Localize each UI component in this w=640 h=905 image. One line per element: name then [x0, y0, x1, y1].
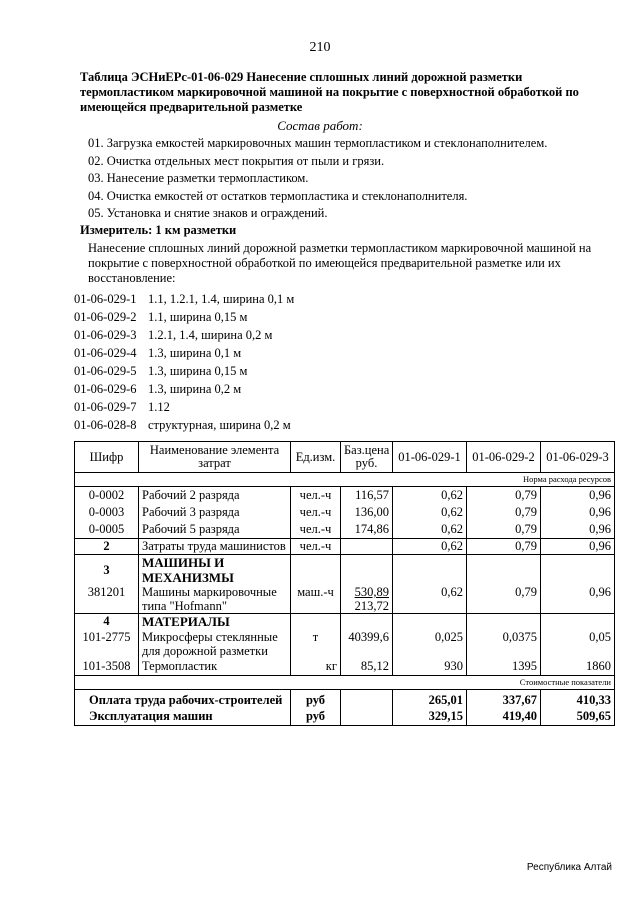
cell-name: Затраты труда машинистов	[139, 539, 291, 555]
cost-name: Оплата труда рабочих-строителей	[75, 690, 291, 709]
code-item	[74, 398, 294, 416]
code-item	[74, 326, 294, 344]
cell-code: 0-0002	[75, 487, 139, 505]
cell-value: 0,62	[393, 585, 467, 614]
cell-price: 40399,6	[341, 630, 393, 658]
code-item	[74, 308, 294, 326]
footer-region: Республика Алтай	[526, 862, 612, 873]
page-title: Таблица ЭСНиЕРс-01-06-029 Нанесение сплошных линий дорожной разметки термопластиком маркировочной машиной на покрытие с поверхностной обработкой по имеющейся предварительной разметке	[80, 70, 579, 114]
cost-value: 509,65	[541, 708, 615, 726]
cost-row	[75, 708, 615, 726]
section-title: МАТЕРИАЛЫ	[139, 614, 291, 631]
code-item	[74, 362, 294, 380]
code: 01-06-029-5	[74, 364, 137, 378]
code: 01-06-029-7	[74, 400, 137, 414]
cell-name: Рабочий 3 разряда	[139, 504, 291, 521]
cell-value: 0,96	[541, 487, 615, 505]
cell-value: 0,025	[393, 630, 467, 658]
code-item	[74, 416, 294, 434]
page-number: 210	[309, 40, 331, 55]
cell-name: Микросферы стеклянные для дорожной разметки	[139, 630, 291, 658]
cost-unit: руб	[291, 690, 341, 709]
cost-label-row	[75, 676, 615, 690]
cost-unit: руб	[291, 708, 341, 726]
cell-code: 3	[75, 555, 139, 586]
cell-price: 174,86	[341, 521, 393, 539]
code-text: 1.1, 1.2.1, 1.4, ширина 0,1 м	[148, 292, 295, 306]
code: 01-06-029-3	[74, 328, 137, 342]
cell-unit: т	[291, 630, 341, 658]
section-title: МАШИНЫ И МЕХАНИЗМЫ	[139, 555, 291, 586]
cell-value: 0,79	[467, 585, 541, 614]
cell-unit: чел.-ч	[291, 504, 341, 521]
table-header-row	[75, 442, 615, 473]
work-step: 03. Нанесение разметки термопластиком.	[88, 171, 309, 185]
col-header: 01-06-029-2	[467, 442, 541, 473]
col-header: Баз.цена руб.	[341, 442, 393, 473]
table-row	[75, 539, 615, 555]
cell-unit: чел.-ч	[291, 487, 341, 505]
code-text: 1.3, ширина 0,2 м	[148, 382, 242, 396]
cell-value: 0,96	[541, 521, 615, 539]
cell-code: 0-0003	[75, 504, 139, 521]
cell-value: 0,79	[467, 539, 541, 555]
composition-heading: Состав работ:	[277, 118, 363, 133]
cell-value: 0,62	[393, 539, 467, 555]
cell-price: 136,00	[341, 504, 393, 521]
price-salary: 213,72	[354, 599, 389, 613]
work-step: 05. Установка и снятие знаков и ограждений.	[88, 206, 328, 220]
cell-name: Машины маркировочные типа "Hofmann"	[139, 585, 291, 614]
cost-value: 337,67	[467, 690, 541, 709]
col-header: Шифр	[75, 442, 139, 473]
cell-unit: чел.-ч	[291, 521, 341, 539]
cell-price: 116,57	[341, 487, 393, 505]
cell-name: Термопластик	[139, 658, 291, 676]
cell-value: 0,79	[467, 504, 541, 521]
work-steps-list	[88, 135, 547, 223]
resource-table	[74, 441, 615, 726]
cell-value: 0,79	[467, 521, 541, 539]
price-machine: 530,89	[354, 585, 389, 599]
work-step: 04. Очистка емкостей от остатков термопластика и стеклонаполнителя.	[88, 188, 468, 203]
code: 01-06-029-6	[74, 382, 137, 396]
cell-price	[341, 585, 393, 614]
code-item	[74, 344, 294, 362]
cell-code: 2	[75, 539, 139, 555]
cell-unit: маш.-ч	[291, 585, 341, 614]
cell-unit: чел.-ч	[291, 539, 341, 555]
work-step: 01. Загрузка емкостей маркировочных машин термопластиком и стеклонаполнителем.	[88, 136, 548, 150]
description: Нанесение сплошных линий дорожной разметки термопластиком маркировочной машиной на покрытие с поверхностной обработкой по имеющейся предварительной разметке или их восстановление:	[88, 241, 592, 285]
code-item	[74, 380, 294, 398]
cell-value: 0,79	[467, 487, 541, 505]
code: 01-06-029-2	[74, 310, 137, 324]
code-text: 1.2.1, 1.4, ширина 0,2 м	[148, 328, 273, 342]
code: 01-06-029-4	[74, 346, 137, 360]
cost-name: Эксплуатация машин	[75, 708, 291, 726]
norm-label-row	[75, 473, 615, 487]
code-text: 1.1, ширина 0,15 м	[148, 310, 248, 324]
cell-value: 0,0375	[467, 630, 541, 658]
cost-value: 410,33	[541, 690, 615, 709]
cell-code: 101-2775	[75, 630, 139, 658]
code-text: 1.3, ширина 0,15 м	[148, 364, 248, 378]
col-header: Наименование элемента затрат	[139, 442, 291, 473]
cell-code: 101-3508	[75, 658, 139, 676]
work-step: 02. Очистка отдельных мест покрытия от пыли и грязи.	[88, 153, 385, 168]
cell-unit: кг	[291, 658, 341, 676]
cell-value: 930	[393, 658, 467, 676]
cell-value: 0,96	[541, 585, 615, 614]
code-text: структурная, ширина 0,2 м	[148, 418, 291, 432]
cell-name: Рабочий 2 разряда	[139, 487, 291, 505]
code-text: 1.12	[148, 400, 170, 414]
norm-label: Норма расхода ресурсов	[75, 473, 615, 487]
cell-price	[341, 539, 393, 555]
cell-value: 1860	[541, 658, 615, 676]
table-row	[75, 521, 615, 539]
cell-value: 1395	[467, 658, 541, 676]
code-item	[74, 290, 294, 308]
cost-value: 265,01	[393, 690, 467, 709]
cell-value: 0,62	[393, 504, 467, 521]
cell-code: 4	[75, 614, 139, 631]
section-row	[75, 555, 615, 586]
cell-value: 0,96	[541, 504, 615, 521]
col-header: 01-06-029-3	[541, 442, 615, 473]
cell-name: Рабочий 5 разряда	[139, 521, 291, 539]
table-row	[75, 585, 615, 614]
cell-code: 0-0005	[75, 521, 139, 539]
cost-label: Стоимостные показатели	[75, 676, 615, 690]
table-row	[75, 504, 615, 521]
cost-value: 419,40	[467, 708, 541, 726]
codes-list	[74, 290, 294, 434]
col-header: Ед.изм.	[291, 442, 341, 473]
cell-code: 381201	[75, 585, 139, 614]
cell-value: 0,62	[393, 487, 467, 505]
cell-value: 0,62	[393, 521, 467, 539]
code-text: 1.3, ширина 0,1 м	[148, 346, 242, 360]
code: 01-06-028-8	[74, 418, 137, 432]
col-header: 01-06-029-1	[393, 442, 467, 473]
section-row	[75, 614, 615, 631]
cell-price: 85,12	[341, 658, 393, 676]
table-row	[75, 487, 615, 505]
cell-value: 0,05	[541, 630, 615, 658]
table-row	[75, 630, 615, 658]
cost-row	[75, 690, 615, 709]
cost-value: 329,15	[393, 708, 467, 726]
cell-value: 0,96	[541, 539, 615, 555]
code: 01-06-029-1	[74, 292, 137, 306]
table-row	[75, 658, 615, 676]
measure-unit: Измеритель: 1 км разметки	[80, 223, 237, 237]
